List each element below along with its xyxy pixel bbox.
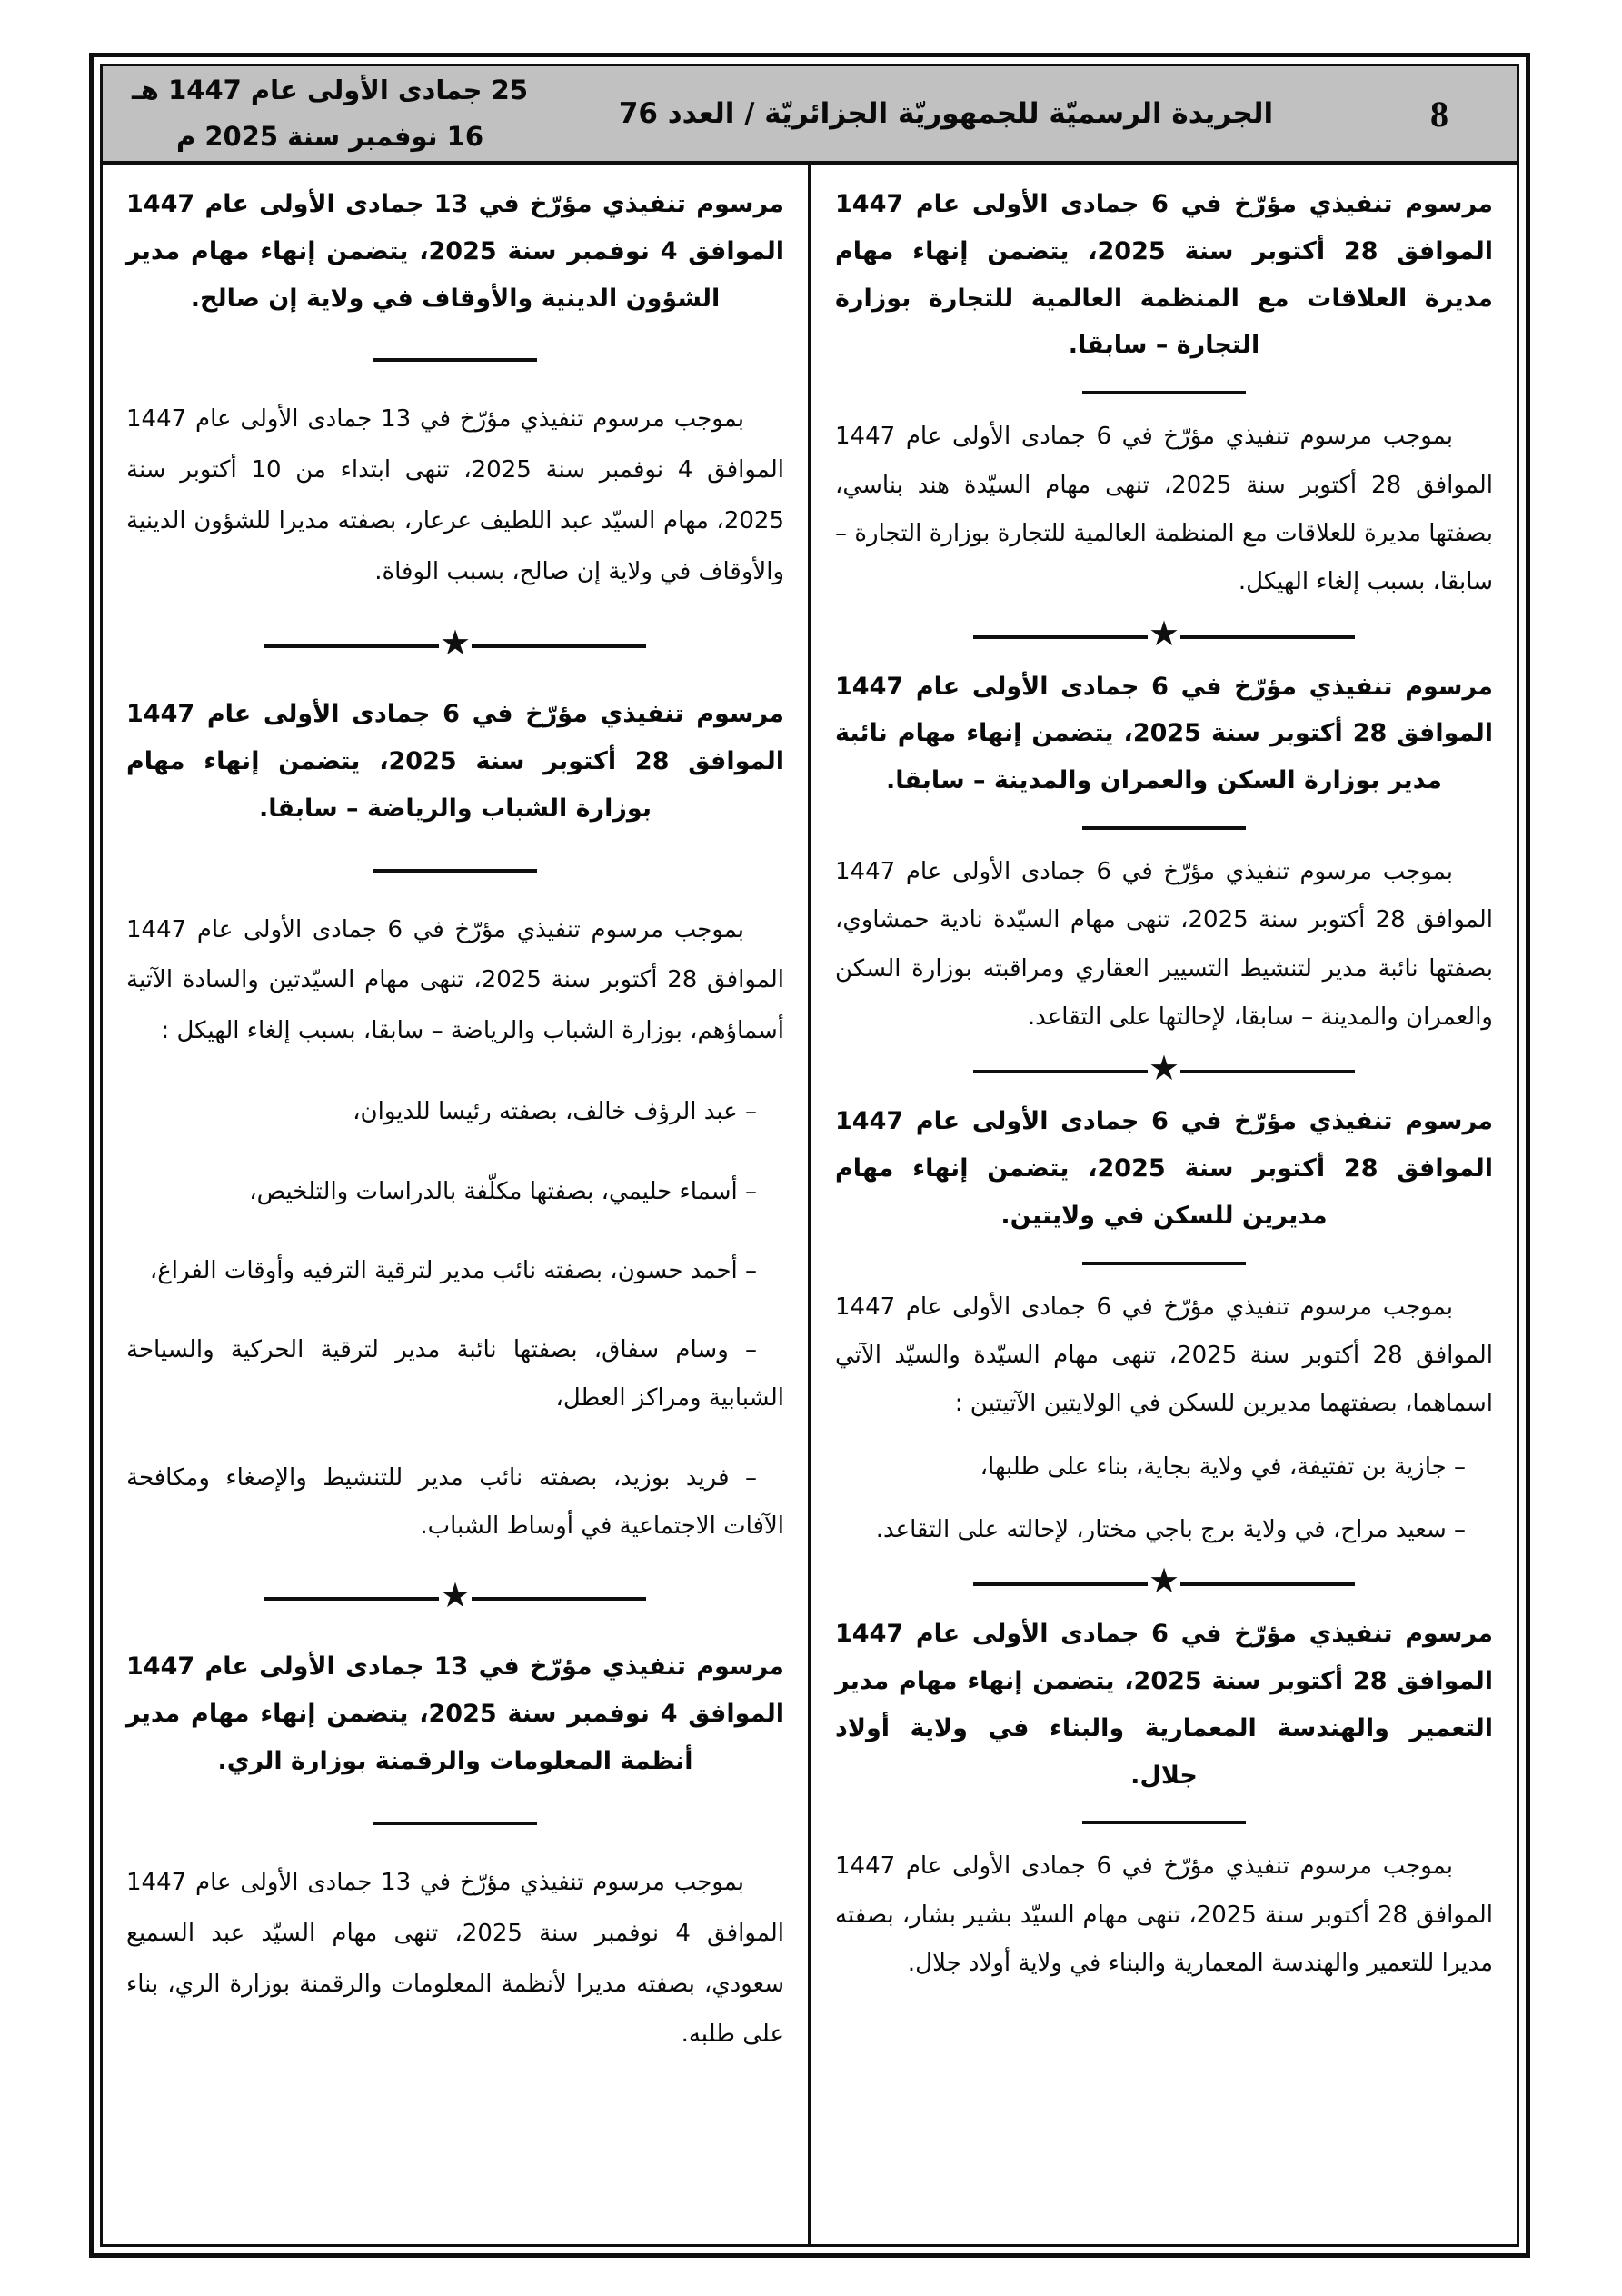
decree-body: بموجب مرسوم تنفيذي مؤرّخ في 6 جمادى الأولى عام 1447 الموافق 28 أكتوبر سنة 2025، تنهى مهام السيّدة هند بناسي، بصفتها مديرة للعلاقات مع المنظمة العالمية للتجارة بوزارة التجارة – سابقا، بسبب إلغاء الهيكل. <box>835 423 1493 596</box>
column-separator <box>808 165 811 2244</box>
divider-line <box>264 644 439 648</box>
star-divider <box>973 1048 1355 1089</box>
date-block <box>103 67 530 160</box>
divider-line <box>973 635 1148 639</box>
list-item: – سعيد مراح، في ولاية برج باجي مختار، لإحالته على التقاعد. <box>875 1515 1466 1543</box>
title-divider <box>1082 1821 1246 1824</box>
star-icon: ★ <box>1148 1048 1180 1089</box>
list-item: – جازية بن تفتيفة، في ولاية بجاية، بناء على طلبها، <box>980 1452 1466 1481</box>
divider-line <box>1180 635 1355 639</box>
decree-body: بموجب مرسوم تنفيذي مؤرّخ في 13 جمادى الأولى عام 1447 الموافق 4 نوفمبر سنة 2025، تنهى ابتداء من 10 أكتوبر سنة 2025، مهام السيّد عبد اللطيف عرعار، بصفته مديرا للشؤون الدينية والأوقاف في ولاية إن صالح، بسبب الوفاة. <box>126 405 785 586</box>
decree-list <box>835 1443 1493 1555</box>
star-divider <box>973 1561 1355 1602</box>
decree-body: بموجب مرسوم تنفيذي مؤرّخ في 6 جمادى الأولى عام 1447 الموافق 28 أكتوبر سنة 2025، تنهى مهام السيّد بشير بشار، بصفته مديرا للتعمير والهندسة المعمارية والبناء في ولاية أولاد جلال. <box>835 1852 1494 1978</box>
divider-line <box>973 1582 1148 1586</box>
star-icon: ★ <box>439 1575 472 1616</box>
decree-title: مرسوم تنفيذي مؤرّخ في 6 جمادى الأولى عام 1447 الموافق 28 أكتوبر سنة 2025، يتضمن إنهاء مهام نائبة مدير بوزارة السكن والعمران والمدينة – سابقا. <box>835 672 1493 795</box>
decree-title: مرسوم تنفيذي مؤرّخ في 13 جمادى الأولى عام 1447 الموافق 4 نوفمبر سنة 2025، يتضمن إنهاء مهام مدير الشؤون الدينية والأوقاف في ولاية إن صالح. <box>126 190 784 313</box>
decree-section <box>835 1098 1493 1554</box>
list-item: – وسام سفاق، بصفتها نائبة مدير لترقية الحركية والسياحة الشبابية ومراكز العطل، <box>126 1336 784 1413</box>
star-icon: ★ <box>1148 1561 1180 1602</box>
decree-body: بموجب مرسوم تنفيذي مؤرّخ في 6 جمادى الأولى عام 1447 الموافق 28 أكتوبر سنة 2025، تنهى مهام السيّدتين والسادة الآتية أسماؤهم، بوزارة الشباب والرياضة – سابقا، بسبب إلغاء الهيكل : <box>126 915 784 1045</box>
decree-section <box>126 691 784 1551</box>
title-divider <box>1082 391 1246 394</box>
decree-section <box>835 1611 1493 1988</box>
divider-line <box>472 644 646 648</box>
list-item: – أسماء حليمي، بصفتها مكلّفة بالدراسات والتلخيص، <box>249 1177 757 1205</box>
column-right <box>811 165 1517 2244</box>
divider-line <box>264 1597 439 1601</box>
decree-title: مرسوم تنفيذي مؤرّخ في 6 جمادى الأولى عام 1447 الموافق 28 أكتوبر سنة 2025، يتضمن إنهاء مهام مديرة العلاقات مع المنظمة العالمية للتجارة بوزارة التجارة – سابقا. <box>835 190 1493 360</box>
decree-title: مرسوم تنفيذي مؤرّخ في 13 جمادى الأولى عام 1447 الموافق 4 نوفمبر سنة 2025، يتضمن إنهاء مهام مدير أنظمة المعلومات والرقمنة بوزارة الري. <box>126 1652 784 1775</box>
divider-line <box>1180 1070 1355 1073</box>
decree-section <box>126 181 784 598</box>
list-item: – عبد الرؤف خالف، بصفته رئيسا للديوان، <box>353 1098 757 1126</box>
star-icon: ★ <box>1148 613 1180 654</box>
decree-title: مرسوم تنفيذي مؤرّخ في 6 جمادى الأولى عام 1447 الموافق 28 أكتوبر سنة 2025، يتضمن إنهاء مهام بوزارة الشباب والرياضة – سابقا. <box>126 700 784 823</box>
page-frame-inner <box>100 64 1519 2247</box>
decree-title: مرسوم تنفيذي مؤرّخ في 6 جمادى الأولى عام 1447 الموافق 28 أكتوبر سنة 2025، يتضمن إنهاء مهام مديرين للسكن في ولايتين. <box>835 1107 1493 1230</box>
star-divider <box>264 623 646 664</box>
columns-area <box>103 165 1517 2244</box>
decree-body: بموجب مرسوم تنفيذي مؤرّخ في 6 جمادى الأولى عام 1447 الموافق 28 أكتوبر سنة 2025، تنهى مهام السيّدة نادية حمشاوي، بصفتها نائبة مدير لتنشيط التسيير العقاري ومراقبته بوزارة السكن والعمران والمدينة – سابقا، لإحالتها على التقاعد. <box>835 857 1493 1031</box>
decree-list <box>126 1088 784 1551</box>
page-frame-outer <box>89 53 1530 2258</box>
page-number: 8 <box>1430 93 1448 135</box>
divider-line <box>1180 1582 1355 1586</box>
divider-line <box>973 1070 1148 1073</box>
star-divider <box>973 613 1355 654</box>
title-divider <box>373 358 537 362</box>
date-hijri: 25 جمادى الأولى عام 1447 هـ <box>131 75 529 106</box>
decree-body: بموجب مرسوم تنفيذي مؤرّخ في 6 جمادى الأولى عام 1447 الموافق 28 أكتوبر سنة 2025، تنهى مهام السيّدة والسيّد الآتي اسماهما، بصفتهما مديرين للسكن في الولايتين الآتيتين : <box>835 1293 1494 1418</box>
list-item: – أحمد حسون، بصفته نائب مدير لترقية الترفيه وأوقات الفراغ، <box>149 1256 757 1284</box>
list-item: – فريد بوزيد، بصفته نائب مدير للتنشيط والإصغاء ومكافحة الآفات الاجتماعية في أوساط الشباب. <box>126 1463 784 1540</box>
journal-title: الجريدة الرسميّة للجمهوريّة الجزائريّة / العدد 76 <box>618 97 1274 130</box>
date-gregorian: 16 نوفمبر سنة 2025 م <box>175 121 484 152</box>
decree-section <box>835 664 1493 1043</box>
decree-body: بموجب مرسوم تنفيذي مؤرّخ في 13 جمادى الأولى عام 1447 الموافق 4 نوفمبر سنة 2025، تنهى مهام السيّد عبد السميع سعودي، بصفته مديرا لأنظمة المعلومات والرقمنة بوزارة الري، بناء على طلبه. <box>126 1868 784 2049</box>
title-divider <box>1082 826 1246 830</box>
column-left <box>103 165 808 2244</box>
divider-line <box>472 1597 646 1601</box>
title-divider <box>1082 1262 1246 1265</box>
star-divider <box>264 1575 646 1616</box>
title-divider <box>373 1822 537 1825</box>
star-icon: ★ <box>439 623 472 664</box>
masthead <box>103 66 1517 165</box>
decree-section <box>126 1643 784 2061</box>
title-divider <box>373 869 537 873</box>
decree-section <box>835 181 1493 607</box>
decree-title: مرسوم تنفيذي مؤرّخ في 6 جمادى الأولى عام 1447 الموافق 28 أكتوبر سنة 2025، يتضمن إنهاء مهام مدير التعمير والهندسة المعمارية والبناء في ولاية أولاد جلال. <box>835 1620 1493 1790</box>
